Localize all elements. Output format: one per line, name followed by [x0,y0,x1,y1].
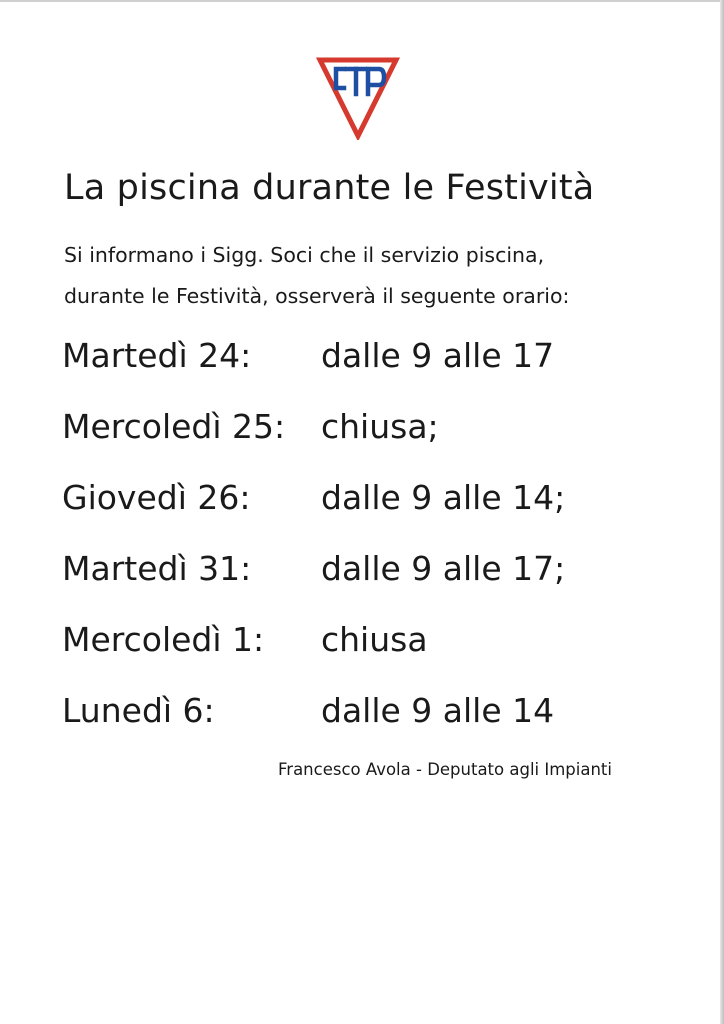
schedule-day: Martedì 24: [62,336,252,375]
schedule-day: Mercoledì 25: [62,407,286,446]
schedule-row [62,620,682,691]
schedule-hours: chiusa; [321,407,439,446]
schedule-list [62,336,682,762]
intro-line-1: Si informano i Sigg. Soci che il servizio piscina, [64,243,545,267]
intro-line-2: durante le Festività, osserverà il seguente orario: [64,284,570,308]
schedule-row [62,407,682,478]
page-edge-right [720,0,724,1024]
schedule-hours: dalle 9 alle 17 [321,336,555,375]
schedule-hours: dalle 9 alle 17; [321,549,566,588]
schedule-day: Martedì 31: [62,549,252,588]
schedule-row [62,478,682,549]
schedule-day: Lunedì 6: [62,691,215,730]
schedule-day: Giovedì 26: [62,478,251,517]
signature: Francesco Avola - Deputato agli Impianti [278,760,612,779]
notice-title: La piscina durante le Festività [64,168,595,208]
page-edge-top [0,0,724,2]
schedule-hours: chiusa [321,620,428,659]
schedule-row [62,549,682,620]
schedule-row [62,691,682,762]
schedule-day: Mercoledì 1: [62,620,265,659]
ctp-logo-icon [316,56,400,140]
schedule-hours: dalle 9 alle 14; [321,478,566,517]
schedule-row [62,336,682,407]
schedule-hours: dalle 9 alle 14 [321,691,555,730]
